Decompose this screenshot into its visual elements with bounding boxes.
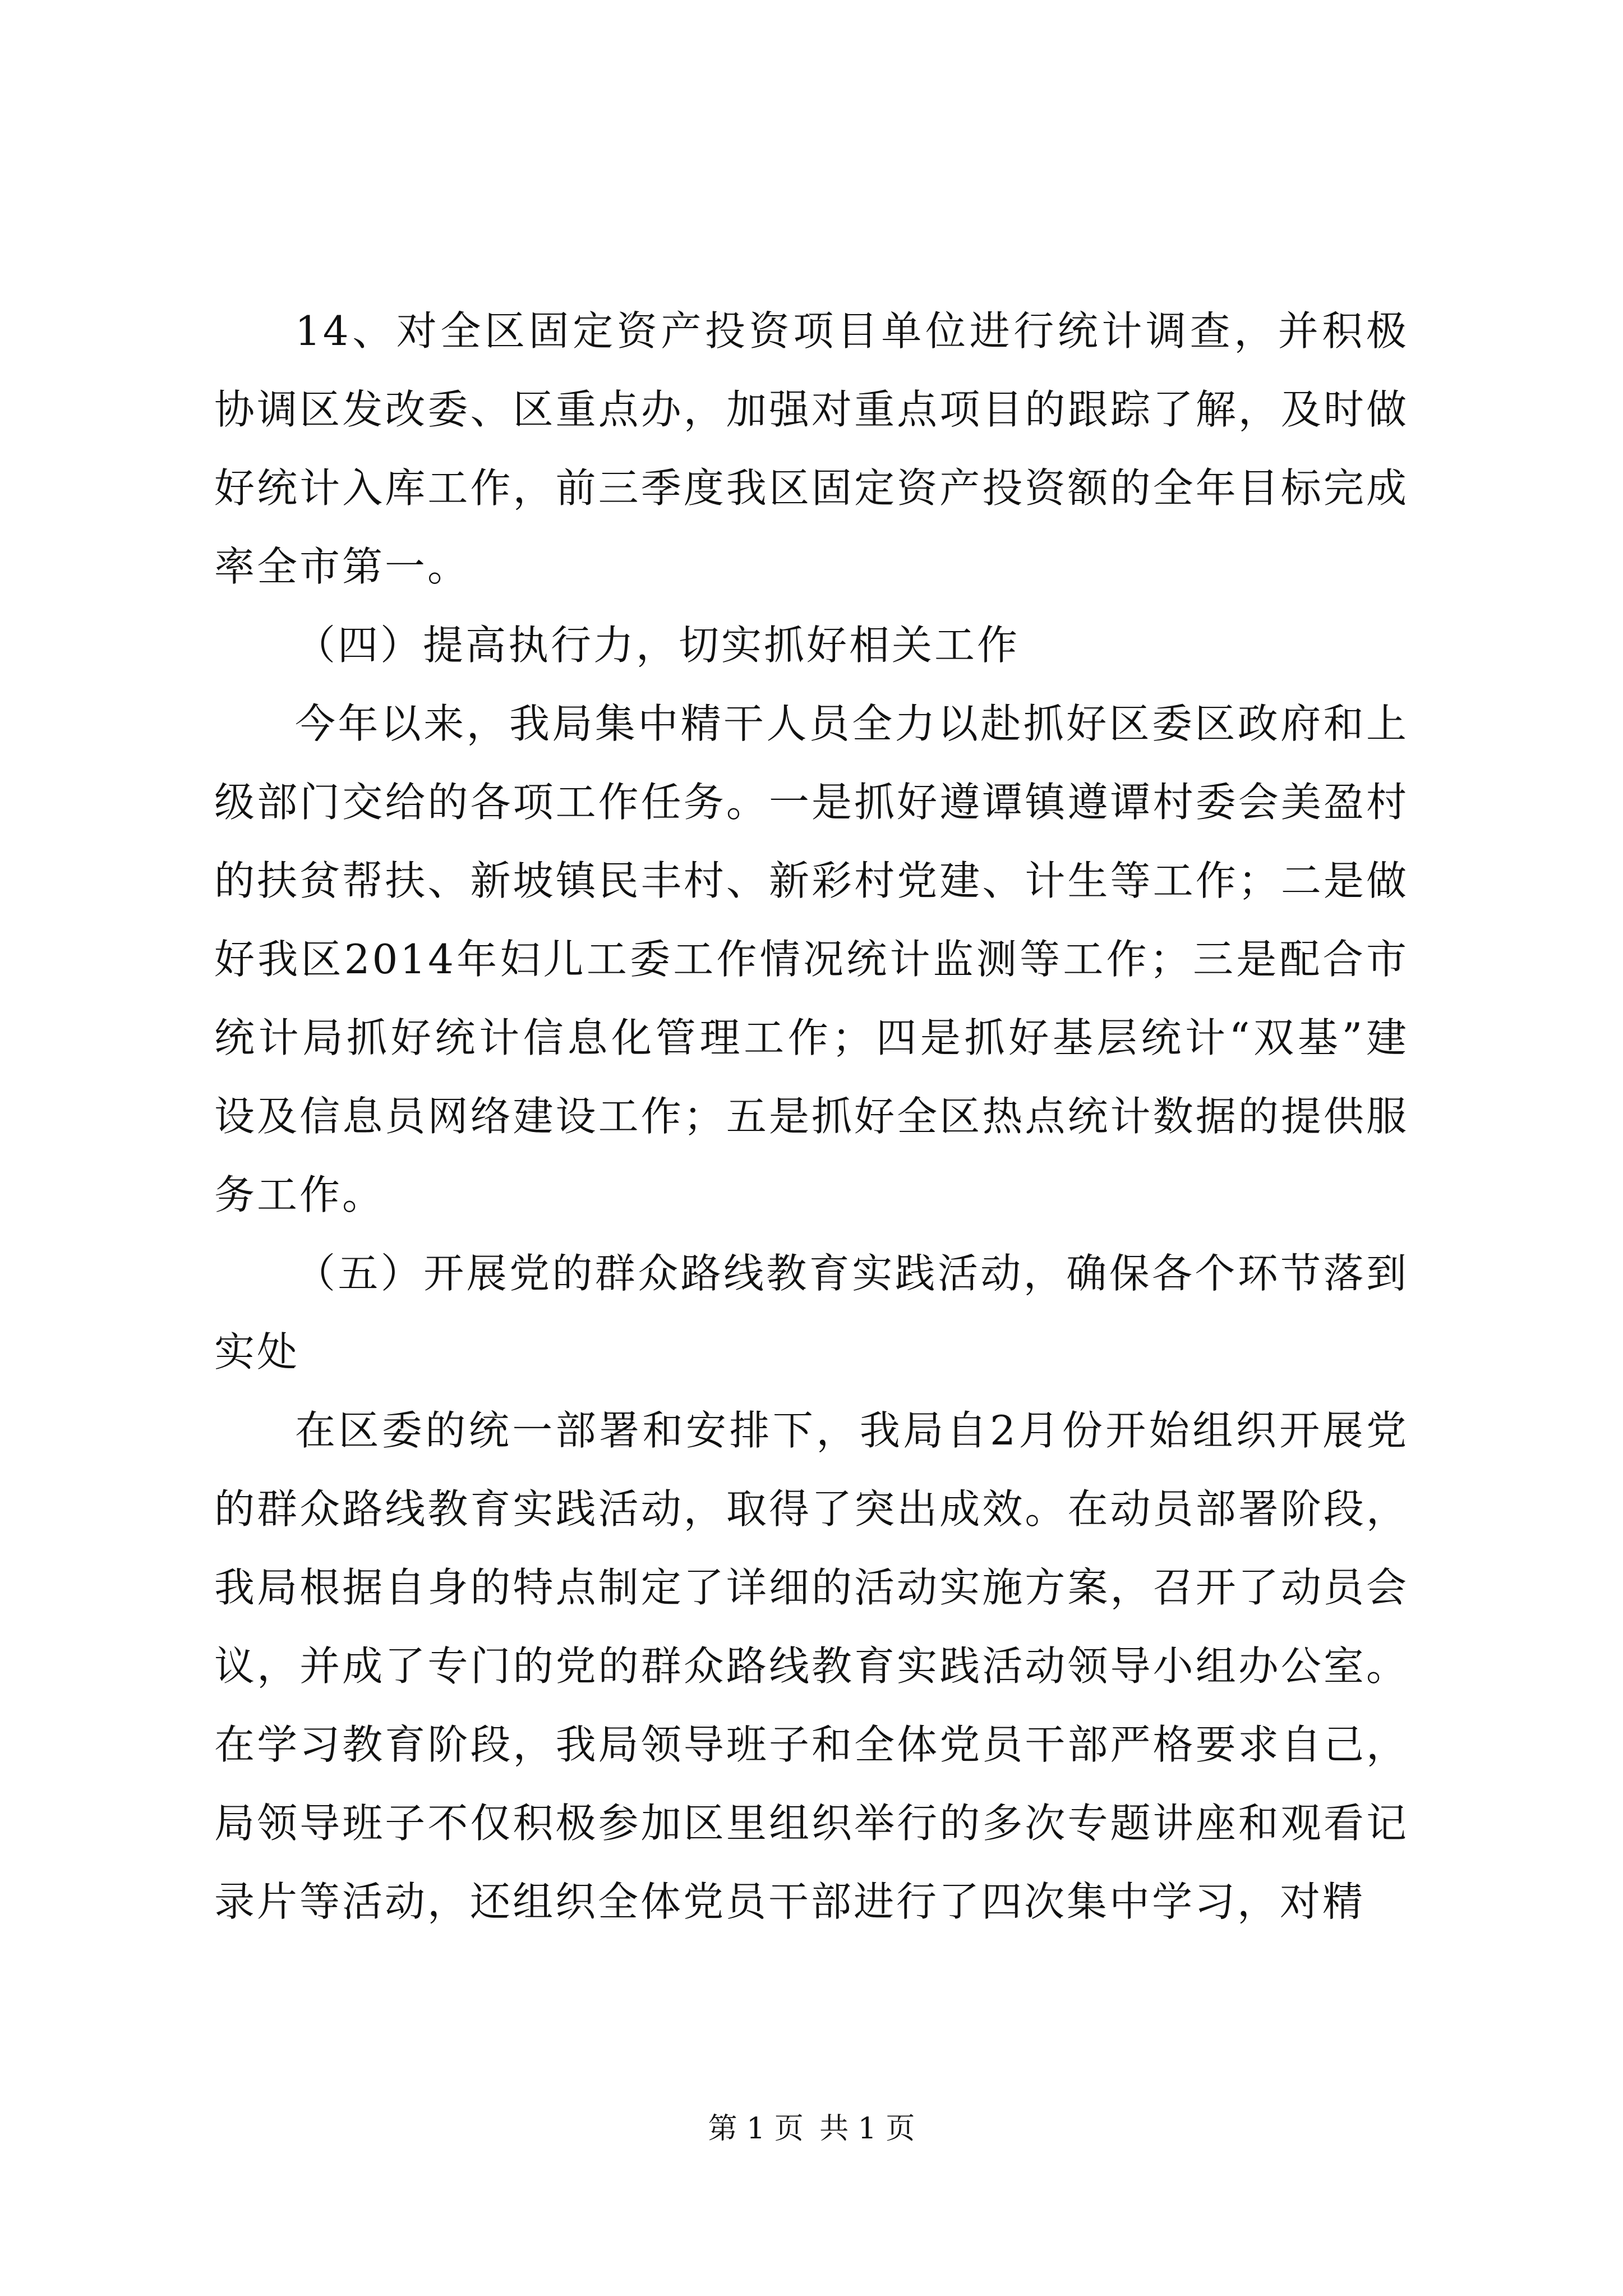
section-heading-4: （四）提高执行力，切实抓好相关工作 [295,622,1020,669]
paragraph-education-practice: 在区委的统一部署和安排下，我局自2月份开始组织开展党的群众路线教育实践活动，取得了突出成效。在动员部署阶段，我局根据自身的特点制定了详细的活动实施方案，召开了动员会议，并成了专门的党的群众路线教育实践活动领导小组办公室。在学习教育阶段，我局领导班子和全体党员干部严格要求自己，局领导班子不仅积极参加区里组织举行的多次专题讲座和观看记录片等活动，还组织全体党员干部进行了四次集中学习，对精 [214,1407,1409,1925]
paragraph-work-tasks: 今年以来，我局集中精干人员全力以赴抓好区委区政府和上级部门交给的各项工作任务。一是抓好遵谭镇遵谭村委会美盈村的扶贫帮扶、新坡镇民丰村、新彩村党建、计生等工作；二是做好我区2014年妇儿工委工作情况统计监测等工作；三是配合市统计局抓好统计信息化管理工作；四是抓好基层统计“双基”建设及信息员网络建设工作；五是抓好全区热点统计数据的提供服务工作。 [214,700,1409,1218]
page-footer [0,2109,1623,2148]
paragraph-item-14: 14、对全区固定资产投资项目单位进行统计调查，并积极协调区发改委、区重点办，加强对重点项目的跟踪了解，及时做好统计入库工作，前三季度我区固定资产投资额的全年目标完成率全市第一。 [214,307,1409,590]
section-heading-5: （五）开展党的群众路线教育实践活动，确保各个环节落到实处 [214,1250,1409,1375]
page-total: 共 1 页 [819,2112,915,2146]
document-body [214,292,1409,1941]
page-number: 第 1 页 [708,2112,804,2146]
